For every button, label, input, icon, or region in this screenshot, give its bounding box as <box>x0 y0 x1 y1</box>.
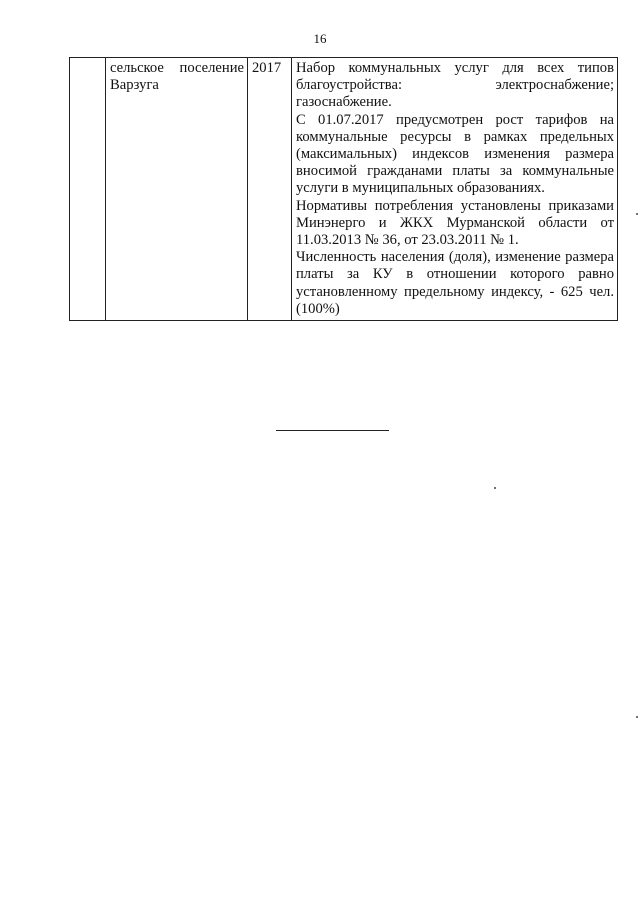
scan-speck <box>636 213 638 215</box>
settlement-cell: сельское поселение Варзуга <box>106 58 248 321</box>
table-row <box>70 58 618 321</box>
services-paragraph: Набор коммунальных услуг для всех типов благоустройства: электроснабжение; газоснабжение. <box>296 60 614 111</box>
page-number: 16 <box>313 31 327 46</box>
row-index-cell <box>70 58 106 321</box>
scan-speck <box>636 716 638 718</box>
description-cell <box>292 58 618 321</box>
end-of-document-rule <box>276 430 389 431</box>
scan-speck <box>494 487 496 489</box>
population-paragraph: Численность населения (доля), изменение размера платы за КУ в отношении которого равно установленному предельному индексу, - 625 чел. (100%) <box>296 249 614 317</box>
tariff-growth-paragraph: С 01.07.2017 предусмотрен рост тарифов на коммунальные ресурсы в рамках предельных (максимальных) индексов изменения размера вносимой гражданами платы за коммунальные услуги в муниципальных образованиях. <box>296 111 614 197</box>
year-cell: 2017 <box>248 58 292 321</box>
tariff-table <box>69 57 618 321</box>
consumption-norms-paragraph: Нормативы потребления установлены приказами Минэнерго и ЖКХ Мурманской области от 11.03.2013 № 36, от 23.03.2011 № 1. <box>296 197 614 249</box>
